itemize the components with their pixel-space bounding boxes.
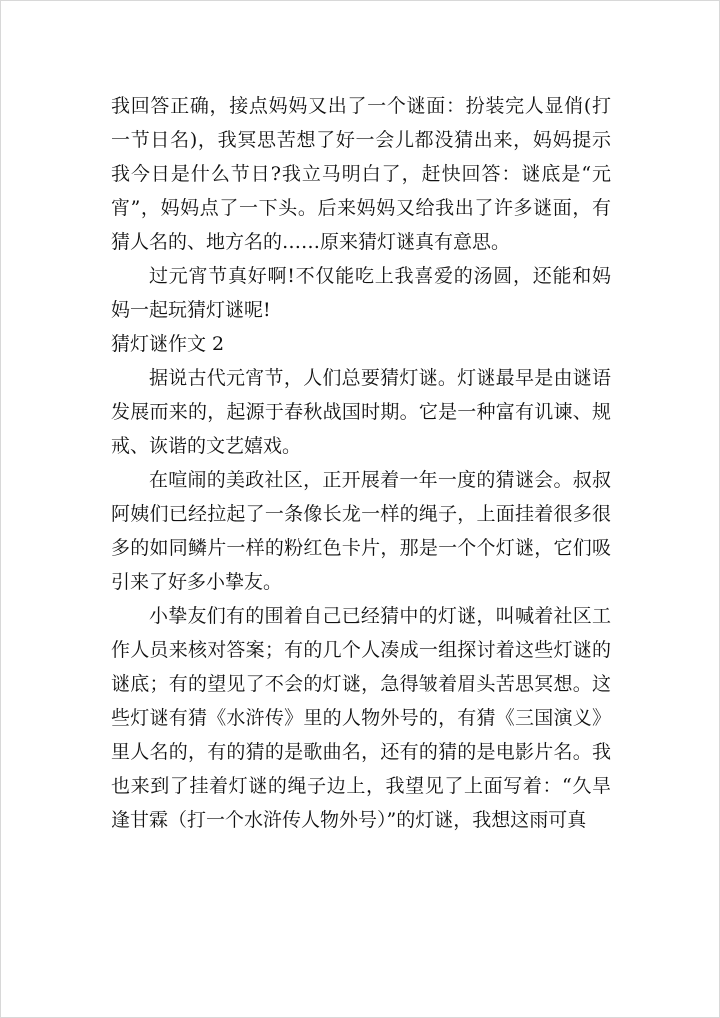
section-title: 猜灯谜作文 2 bbox=[111, 333, 225, 355]
document-body bbox=[111, 89, 611, 837]
paragraph-riddle-origin: 据说古代元宵节，人们总要猜灯谜。灯谜最早是由谜语发展而来的，起源于春秋战国时期。它是一种富有讥谏、规戒、诙谐的文艺嬉戏。 bbox=[111, 367, 611, 457]
paragraph-lantern-festival-joy: 过元宵节真好啊!不仅能吃上我喜爱的汤圆，还能和妈妈一起玩猜灯谜呢! bbox=[111, 265, 611, 321]
paragraph-answer-riddle: 我回答正确，接点妈妈又出了一个谜面：扮装完人显俏(打一节日名)，我冥思苦想了好一会儿都没猜出来，妈妈提示我今日是什么节日?我立马明白了，赶快回答：谜底是“元宵”，妈妈点了一下头。后来妈妈又给我出了许多谜面，有猜人名的、地方名的……原来猜灯谜真有意思。 bbox=[111, 95, 611, 253]
paragraph-children-guessing: 小挚友们有的围着自己已经猜中的灯谜，叫喊着社区工作人员来核对答案；有的几个人凑成一组探讨着这些灯谜的谜底；有的望见了不会的灯谜，急得皱着眉头苦思冥想。这些灯谜有猜《水浒传》里的人物外号的，有猜《三国演义》里人名的，有的猜的是歌曲名，还有的猜的是电影片名。我也来到了挂着灯谜的绳子边上，我望见了上面写着：“久旱逢甘霖（打一个水浒传人物外号）”的灯谜，我想这雨可真 bbox=[111, 605, 611, 831]
paragraph-community-event: 在喧闹的美政社区，正开展着一年一度的猜谜会。叔叔阿姨们已经拉起了一条像长龙一样的绳子，上面挂着很多很多的如同鳞片一样的粉红色卡片，那是一个个灯谜，它们吸引来了好多小挚友。 bbox=[111, 469, 611, 593]
